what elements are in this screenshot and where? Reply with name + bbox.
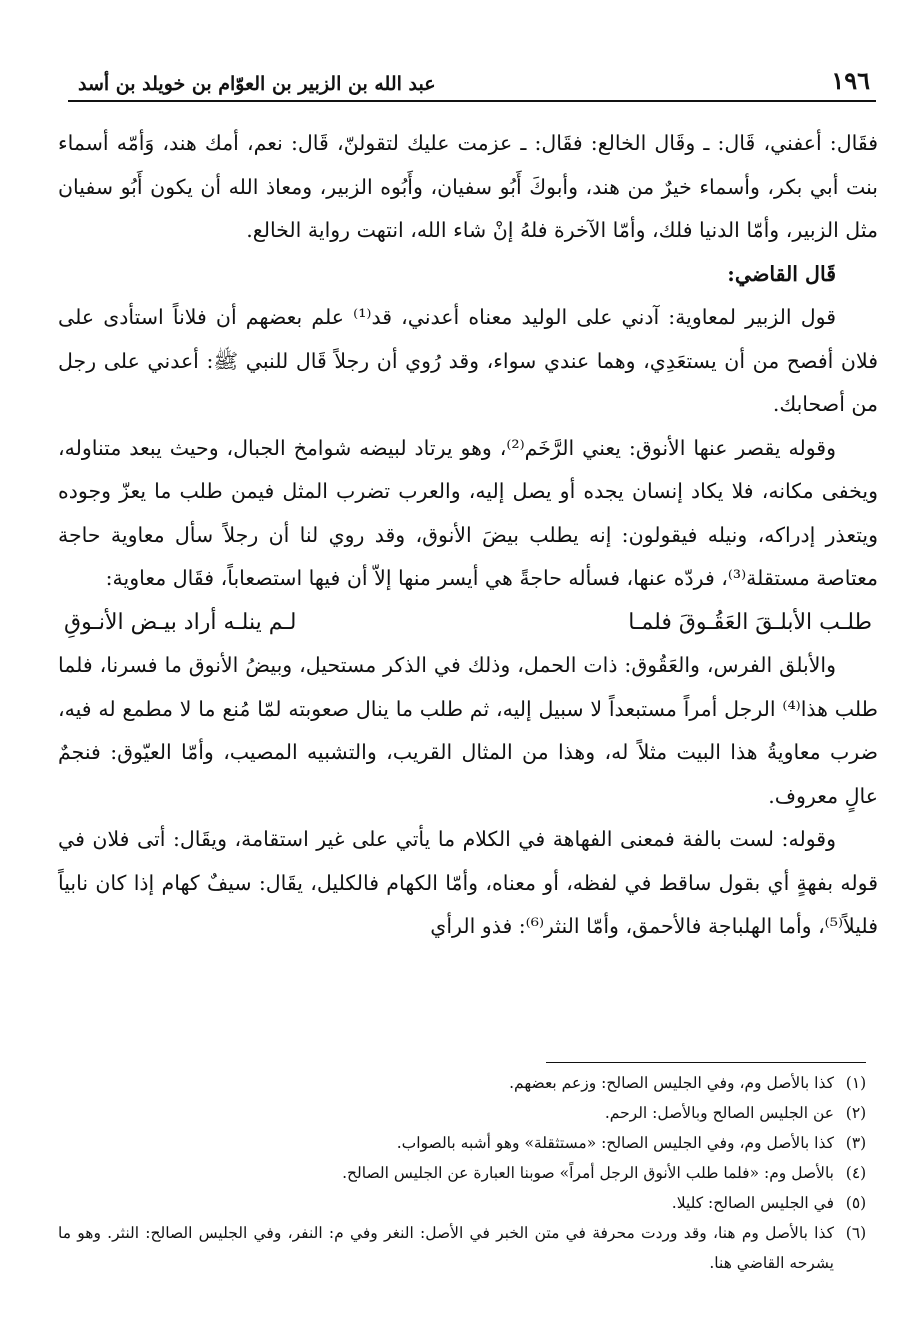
running-title: عبد الله بن الزبير بن العوّام بن خويلد بن أسد [78, 73, 436, 95]
footnote-text: كذا بالأصل وم، وفي الجليس الصالح: وزعم بعضهم. [509, 1074, 834, 1092]
paragraph-4: والأبلق الفرس، والعَقُوق: ذات الحمل، وذلك في الذكر مستحيل، وبيضُ الأنوق ما فسرنا، فلما طلب هذا⁽⁴⁾ الرجل أمراً مستبعداً لا سبيل إليه، ثم طلب ما ينال صعوبته لمّا مُنع ما لا مطمع له فيه، ضرب معاويةُ هذا البيت مثلاً له، وهذا من المثال القريب، والتشبيه المصيب، وأمّا العيّوق: فنجمٌ عالٍ معروف. [58, 653, 878, 808]
verse-first-hemistich: طلـب الأبلـقَ العَقُـوقَ فلمـا [628, 609, 872, 635]
footnote-marker: (٥) [845, 1194, 867, 1212]
footnote-marker: (٤) [845, 1164, 867, 1182]
paragraph-3: وقوله يقصر عنها الأنوق: يعني الرَّخَم⁽²⁾، وهو يرتاد لبيضه شوامخ الجبال، وحيث يبعد متناوله، ويخفى مكانه، فلا يكاد إنسان يجده أو يصل إليه، والعرب تضرب المثل فيمن طلب ما يعزّ وجوده ويتعذر إدراكه، ونيله فيقولون: إنه يطلب بيضَ الأنوق، وقد روي لنا أن رجلاً سأل معاوية حاجة معتاصة مستقلة⁽³⁾، فردّه عنها، فسأله حاجةً هي أيسر منها إلاّ أن فيها استصعاباً، فقَال معاوية: [58, 435, 878, 590]
footnote-text: كذا بالأصل وم هنا، وقد وردت محرفة في متن الخبر في الأصل: النغر وفي م: النفر، وفي الجليس الصالح: النثر. وهو ما يشرحه القاضي هنا. [58, 1224, 834, 1272]
footnote [58, 1188, 878, 1218]
footnote-text: بالأصل وم: «فلما طلب الأنوق الرجل أمراً» صوبنا العبارة عن الجليس الصالح. [342, 1164, 834, 1182]
footnote [58, 1128, 878, 1158]
section-heading: قَال القاضي: [727, 261, 836, 286]
footnote-marker: (٢) [845, 1104, 867, 1122]
footnotes [58, 1068, 878, 1278]
footnote-text: كذا بالأصل وم، وفي الجليس الصالح: «مستثقلة» وهو أشبه بالصواب. [396, 1134, 834, 1152]
footnote-divider [546, 1062, 866, 1063]
page-header [68, 62, 876, 102]
paragraph-1: فقَال: أعفني، قَال: ـ وقَال الخالع: فقَال: ـ عزمت عليك لتقولنّ، قَال: نعم، أمك هند، وَأمّه أسماء بنت أبي بكر، وأسماء خيرٌ من هند، وأبوكَ أَبُو سفيان، وأَبُوه الزبير، ومعاذ الله أن يكون أَبُو سفيان مثل الزبير، وأمّا الدنيا فلك، وأمّا الآخرة فلهُ إنْ شاء الله، انتهت رواية الخالع. [58, 131, 878, 242]
footnote [58, 1158, 878, 1188]
page-number: ١٩٦ [831, 66, 870, 95]
verse-second-hemistich: لـم ينلـه أراد بيـض الأنـوقِ [64, 609, 297, 635]
paragraph-2: قول الزبير لمعاوية: آدني على الوليد معناه أعدني، قد⁽¹⁾ علم بعضهم أن فلاناً استأدى على فلان أفصح من أن يستعَدِي، وهما عندي سواء، وقد رُوي أن رجلاً قَال للنبي ﷺ: أعدني على رجل من أصحابك. [58, 305, 878, 416]
paragraph-5: وقوله: لست بالفة فمعنى الفهاهة في الكلام ما يأتي على غير استقامة، ويقَال: أتى فلان في قوله بفهةٍ أي بقول ساقط في لفظه، أو معناه، وأمّا الكهام فالكليل، يقَال: سيفٌ كهام إذا كان نابياً فليلاً⁽⁵⁾، وأما الهلباجة فالأحمق، وأمّا النثر⁽⁶⁾: فذو الرأي [58, 827, 878, 938]
footnote-marker: (٦) [845, 1224, 867, 1242]
main-text [58, 122, 878, 949]
footnote [58, 1218, 878, 1278]
footnote-marker: (٣) [845, 1134, 867, 1152]
footnote-marker: (١) [845, 1074, 867, 1092]
footnote [58, 1068, 878, 1098]
footnote-text: عن الجليس الصالح وبالأصل: الرحم. [604, 1104, 834, 1122]
poetry-verse [58, 601, 878, 645]
footnote [58, 1098, 878, 1128]
footnote-text: في الجليس الصالح: كليلا. [671, 1194, 834, 1212]
